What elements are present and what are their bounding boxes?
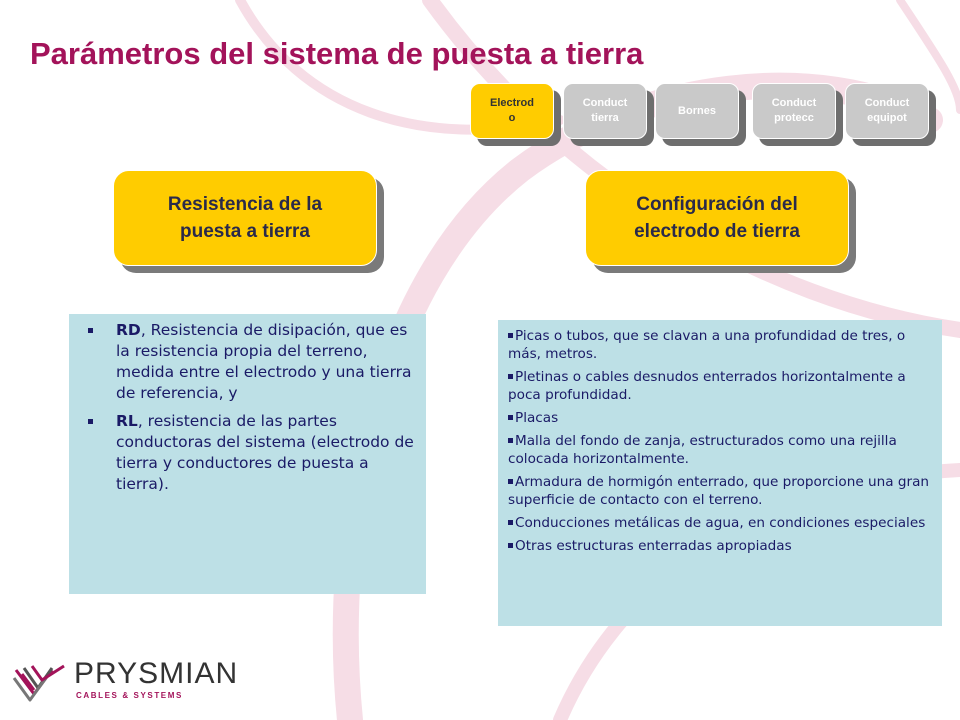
tab-conduct-equipot[interactable] — [845, 83, 929, 139]
list-item: Placas — [508, 409, 936, 427]
prysmian-logo-icon — [12, 660, 72, 704]
logo-wordmark: PRYSMIAN — [74, 657, 239, 690]
tab-bornes-label: Bornes — [655, 83, 739, 139]
list-item — [116, 411, 418, 495]
tab-conduct-protecc[interactable] — [752, 83, 836, 139]
configuration-header: Configuración del electrodo de tierra — [585, 170, 849, 266]
definition-rd: , Resistencia de disipación, que es la resistencia propia del terreno, medida entre el electrodo y una tierra de referencia, y — [116, 321, 412, 402]
tab-conduct-tierra[interactable] — [563, 83, 647, 139]
list-item: Picas o tubos, que se clavan a una profundidad de tres, o más, metros. — [508, 327, 936, 363]
list-item: Conducciones metálicas de agua, en condiciones especiales — [508, 514, 936, 532]
resistance-header-box — [113, 170, 377, 266]
list-item: Pletinas o cables desnudos enterrados horizontalmente a poca profundidad. — [508, 368, 936, 404]
list-item — [116, 320, 418, 404]
resistance-panel — [69, 314, 426, 594]
tab-conduct-equipot-label: Conduct equipot — [845, 83, 929, 139]
tab-electrodo-label: Electrod o — [470, 83, 554, 139]
tab-electrodo[interactable] — [470, 83, 554, 139]
list-item: Armadura de hormigón enterrado, que proporcione una gran superficie de contacto con el terreno. — [508, 473, 936, 509]
page-title: Parámetros del sistema de puesta a tierra — [30, 36, 644, 71]
list-item: Otras estructuras enterradas apropiadas — [508, 537, 936, 555]
term-rl: RL — [116, 412, 138, 430]
tab-conduct-tierra-label: Conduct tierra — [563, 83, 647, 139]
configuration-header-box — [585, 170, 849, 266]
resistance-header: Resistencia de la puesta a tierra — [113, 170, 377, 266]
configuration-panel — [498, 320, 942, 626]
tab-bornes[interactable] — [655, 83, 739, 139]
definition-rl: , resistencia de las partes conductoras del sistema (electrodo de tierra y conductores de puesta a tierra). — [116, 412, 414, 493]
term-rd: RD — [116, 321, 141, 339]
resistance-list — [69, 314, 426, 495]
logo-tagline: CABLES & SYSTEMS — [76, 691, 183, 700]
list-item: Malla del fondo de zanja, estructurados como una rejilla colocada horizontalmente. — [508, 432, 936, 468]
tab-conduct-protecc-label: Conduct protecc — [752, 83, 836, 139]
configuration-list — [498, 320, 942, 555]
